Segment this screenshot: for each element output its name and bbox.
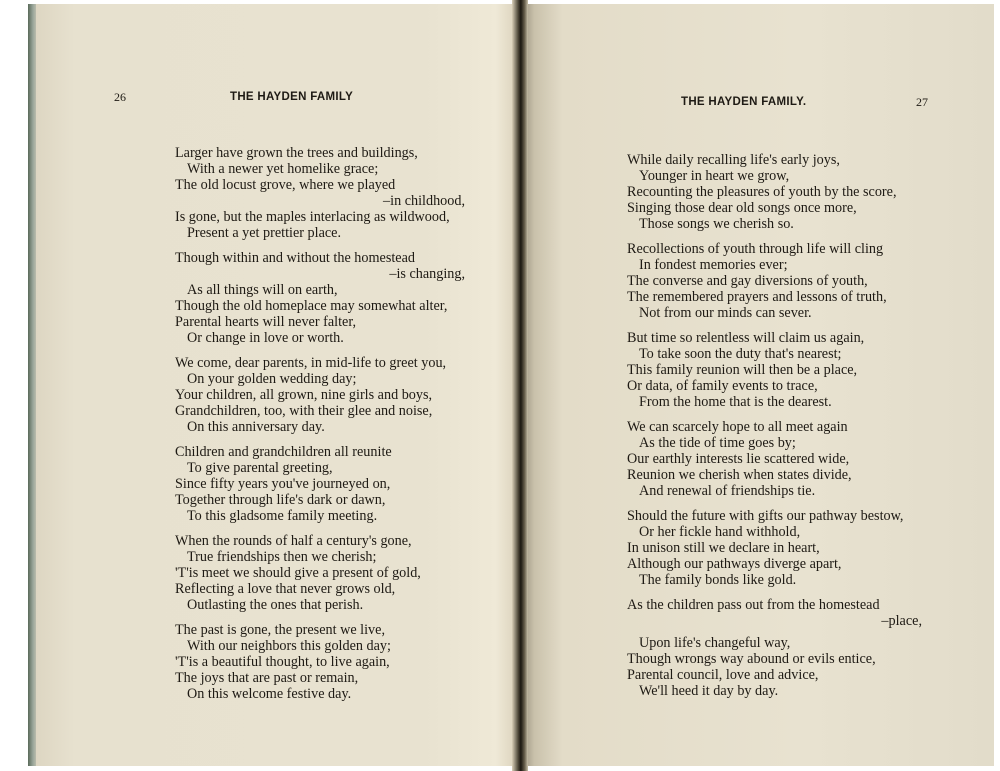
poem-line: On this anniversary day. — [187, 419, 325, 435]
poem-line: Your children, all grown, nine girls and boys, — [175, 387, 433, 403]
poem-line: The old locust grove, where we played — [175, 177, 396, 193]
poem-line: Should the future with gifts our pathway bestow, — [627, 508, 904, 524]
stanza — [175, 355, 475, 435]
poem-line: We come, dear parents, in mid-life to greet you, — [175, 355, 447, 371]
poem-line: The remembered prayers and lessons of truth, — [627, 289, 887, 305]
stanza — [175, 622, 475, 702]
poem-line: Parental hearts will never falter, — [175, 314, 357, 330]
poem-line: Though within and without the homestead — [175, 250, 415, 266]
stanza — [175, 444, 475, 524]
page-number: 26 — [114, 90, 126, 104]
book-gutter — [512, 0, 528, 771]
running-header: THE HAYDEN FAMILY. — [681, 96, 807, 108]
poem-line: And renewal of friendships tie. — [639, 483, 816, 499]
poem-line: To take soon the duty that's nearest; — [639, 346, 842, 362]
stanza — [175, 533, 475, 613]
poem-line: Since fifty years you've journeyed on, — [175, 476, 391, 492]
poem-line: From the home that is the dearest. — [639, 394, 832, 410]
poem-line: Outlasting the ones that perish. — [187, 597, 364, 613]
stanza — [175, 250, 475, 346]
stanza — [175, 145, 475, 241]
poem-line: As the children pass out from the homestead — [627, 597, 880, 613]
poem-line: 'T'is meet we should give a present of gold, — [175, 565, 421, 581]
poem-line: Younger in heart we grow, — [639, 168, 790, 184]
running-header: THE HAYDEN FAMILY — [230, 91, 354, 103]
poem-line: On this welcome festive day. — [187, 686, 352, 702]
poem-line-continuation: –place, — [881, 613, 922, 629]
poem-line: Singing those dear old songs once more, — [627, 200, 857, 216]
poem-line: 'T'is a beautiful thought, to live again, — [175, 654, 390, 670]
poem-line: Though the old homeplace may somewhat alter, — [175, 298, 448, 314]
poem-line: The joys that are past or remain, — [175, 670, 359, 686]
poem-line: Reunion we cherish when states divide, — [627, 467, 852, 483]
poem-line: Parental council, love and advice, — [627, 667, 819, 683]
poem-line: Larger have grown the trees and buildings, — [175, 145, 418, 161]
stanza — [627, 152, 932, 232]
poem-line: Recounting the pleasures of youth by the score, — [627, 184, 897, 200]
left-page — [36, 4, 520, 766]
poem-line: The converse and gay diversions of youth, — [627, 273, 868, 289]
poem-body — [627, 152, 932, 708]
poem-line: Not from our minds can sever. — [639, 305, 812, 321]
poem-line: We'll heed it day by day. — [639, 683, 779, 699]
poem-body — [175, 145, 475, 711]
stanza — [627, 419, 932, 499]
poem-line: To give parental greeting, — [187, 460, 333, 476]
poem-line: When the rounds of half a century's gone, — [175, 533, 412, 549]
poem-line: Those songs we cherish so. — [639, 216, 794, 232]
poem-line: While daily recalling life's early joys, — [627, 152, 840, 168]
poem-line: But time so relentless will claim us again, — [627, 330, 865, 346]
poem-line: Children and grandchildren all reunite — [175, 444, 392, 460]
poem-line: This family reunion will then be a place, — [627, 362, 858, 378]
stanza — [627, 597, 932, 699]
poem-line: True friendships then we cherish; — [187, 549, 377, 565]
poem-line: As the tide of time goes by; — [639, 435, 796, 451]
poem-line: Upon life's changeful way, — [639, 635, 791, 651]
poem-line: Together through life's dark or dawn, — [175, 492, 386, 508]
poem-line: Or change in love or worth. — [187, 330, 344, 346]
poem-line: We can scarcely hope to all meet again — [627, 419, 848, 435]
poem-line: The past is gone, the present we live, — [175, 622, 385, 638]
poem-line-continuation: –is changing, — [389, 266, 465, 282]
poem-line: With our neighbors this golden day; — [187, 638, 391, 654]
poem-line: Is gone, but the maples interlacing as wildwood, — [175, 209, 450, 225]
poem-line: In fondest memories ever; — [639, 257, 788, 273]
page-number: 27 — [916, 95, 928, 109]
poem-line: Recollections of youth through life will cling — [627, 241, 884, 257]
poem-line: To this gladsome family meeting. — [187, 508, 378, 524]
poem-line: Or data, of family events to trace, — [627, 378, 818, 394]
poem-line: On your golden wedding day; — [187, 371, 357, 387]
poem-line: Although our pathways diverge apart, — [627, 556, 842, 572]
poem-line: Reflecting a love that never grows old, — [175, 581, 396, 597]
stanza — [627, 330, 932, 410]
stanza — [627, 241, 932, 321]
poem-line: With a newer yet homelike grace; — [187, 161, 379, 177]
poem-line: The family bonds like gold. — [639, 572, 797, 588]
poem-line: Though wrongs way abound or evils entice, — [627, 651, 876, 667]
poem-line: As all things will on earth, — [187, 282, 338, 298]
poem-line-continuation: –in childhood, — [383, 193, 465, 209]
poem-line: Our earthly interests lie scattered wide, — [627, 451, 850, 467]
poem-line: Grandchildren, too, with their glee and noise, — [175, 403, 433, 419]
poem-line: Present a yet prettier place. — [187, 225, 342, 241]
right-page — [520, 4, 994, 766]
poem-line: Or her fickle hand withhold, — [639, 524, 801, 540]
stanza — [627, 508, 932, 588]
poem-line: In unison still we declare in heart, — [627, 540, 820, 556]
